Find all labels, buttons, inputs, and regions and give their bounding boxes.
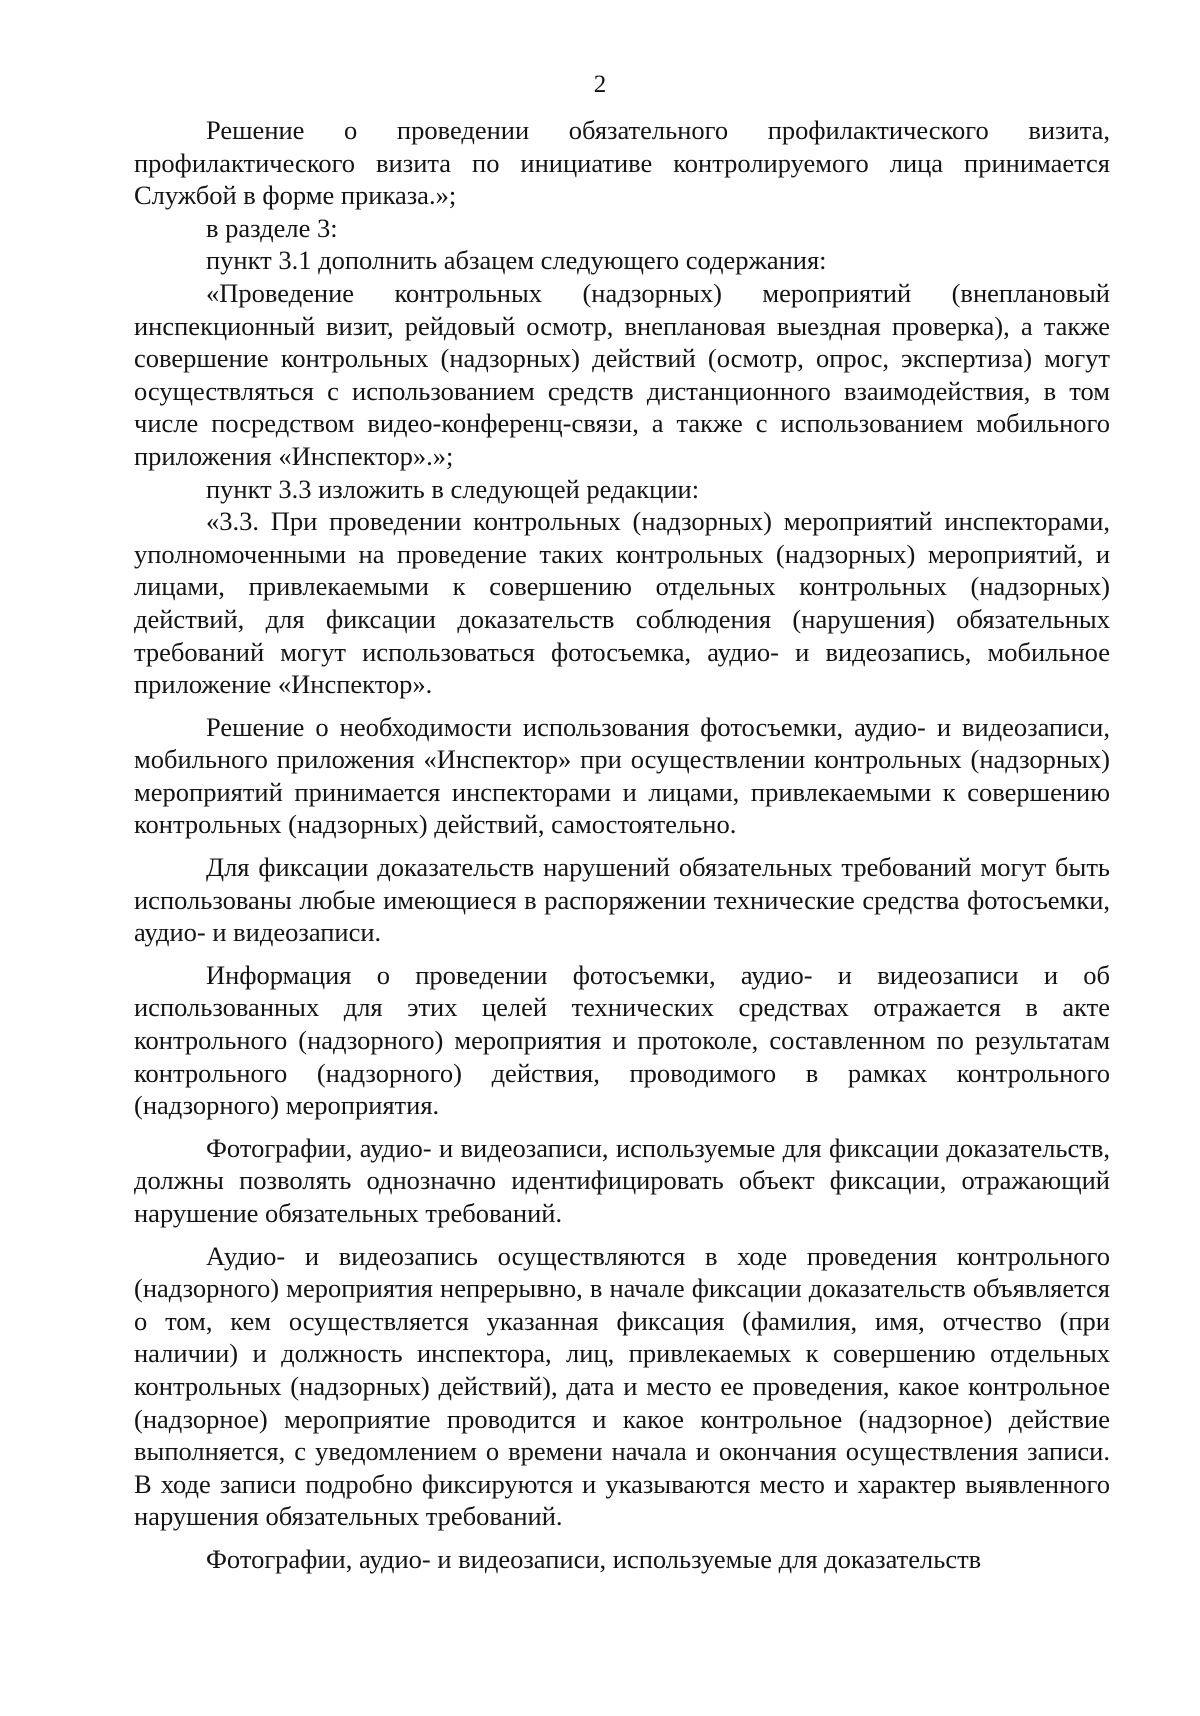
paragraph-technical-means: Для фиксации доказательств нарушений обязательных требований могут быть использованы любые имеющиеся в распоряжении технические средства фотосъемки, аудио- и видеозаписи. — [134, 852, 1110, 948]
paragraph-audio-video-procedure: Аудио- и видеозапись осуществляются в ходе проведения контрольного (надзорного) мероприятия непрерывно, в начале фиксации доказательств объявляется о том, кем осуществляется указанная фиксация (фамилия, имя, отчество (при наличии) и должность инспектора, лиц, привлекаемых к совершению отдельных контрольных (надзорных) действий), дата и место ее проведения, какое контрольное (надзорное) мероприятие проводится и какое контрольное (надзорное) действие выполняется, с уведомлением о времени начала и окончания осуществления записи. В ходе записи подробно фиксируются и указываются место и характер выявленного нарушения обязательных требований. — [134, 1240, 1110, 1532]
paragraph-section-3: в разделе 3: — [206, 212, 338, 243]
paragraph-photo-requirements: Фотографии, аудио- и видеозаписи, используемые для фиксации доказательств, должны позволять однозначно идентифицировать объект фиксации, отражающий нарушение обязательных требований. — [134, 1132, 1110, 1228]
paragraph-decision-visit: Решение о проведении обязательного профилактического визита, профилактического визита по инициативе контролируемого лица принимается Службой в форме приказа.»; — [134, 115, 1110, 211]
paragraph-clause-3-3-intro: пункт 3.3 изложить в следующей редакции: — [206, 473, 700, 504]
paragraph-information-record: Информация о проведении фотосъемки, аудио- и видеозаписи и об использованных для этих целей технических средствах отражается в акте контрольного (надзорного) мероприятия и протоколе, составленном по результатам контрольного (надзорного) действия, проводимого в рамках контрольного (надзорного) мероприятия. — [134, 959, 1110, 1121]
paragraph-clause-3-1-text: «Проведение контрольных (надзорных) мероприятий (внеплановый инспекционный визит, рейдовый осмотр, внеплановая выездная проверка), а также совершение контрольных (надзорных) действий (осмотр, опрос, экспертиза) могут осуществляться с использованием средств дистанционного взаимодействия, в том числе посредством видео-конференц-связи, а также с использованием мобильного приложения «Инспектор».»; — [134, 277, 1110, 471]
document-body — [134, 114, 1110, 1576]
paragraph-clause-3-3-text: «3.3. При проведении контрольных (надзорных) мероприятий инспекторами, уполномоченными на проведение таких контрольных (надзорных) мероприятий, и лицами, привлекаемыми к совершению отдельных контрольных (надзорных) действий, для фиксации доказательств соблюдения (нарушения) обязательных требований могут использоваться фотосъемка, аудио- и видеозапись, мобильное приложение «Инспектор». — [134, 506, 1110, 700]
paragraph-decision-recording: Решение о необходимости использования фотосъемки, аудио- и видеозаписи, мобильного приложения «Инспектор» при осуществлении контрольных (надзорных) мероприятий принимается инспекторами и лицами, привлекаемыми к совершению контрольных (надзорных) действий, самостоятельно. — [134, 711, 1110, 840]
paragraph-clause-3-1-intro: пункт 3.1 дополнить абзацем следующего содержания: — [206, 245, 827, 276]
paragraph-photo-evidence: Фотографии, аудио- и видеозаписи, используемые для доказательств — [206, 1543, 982, 1574]
page-number: 2 — [593, 71, 607, 98]
